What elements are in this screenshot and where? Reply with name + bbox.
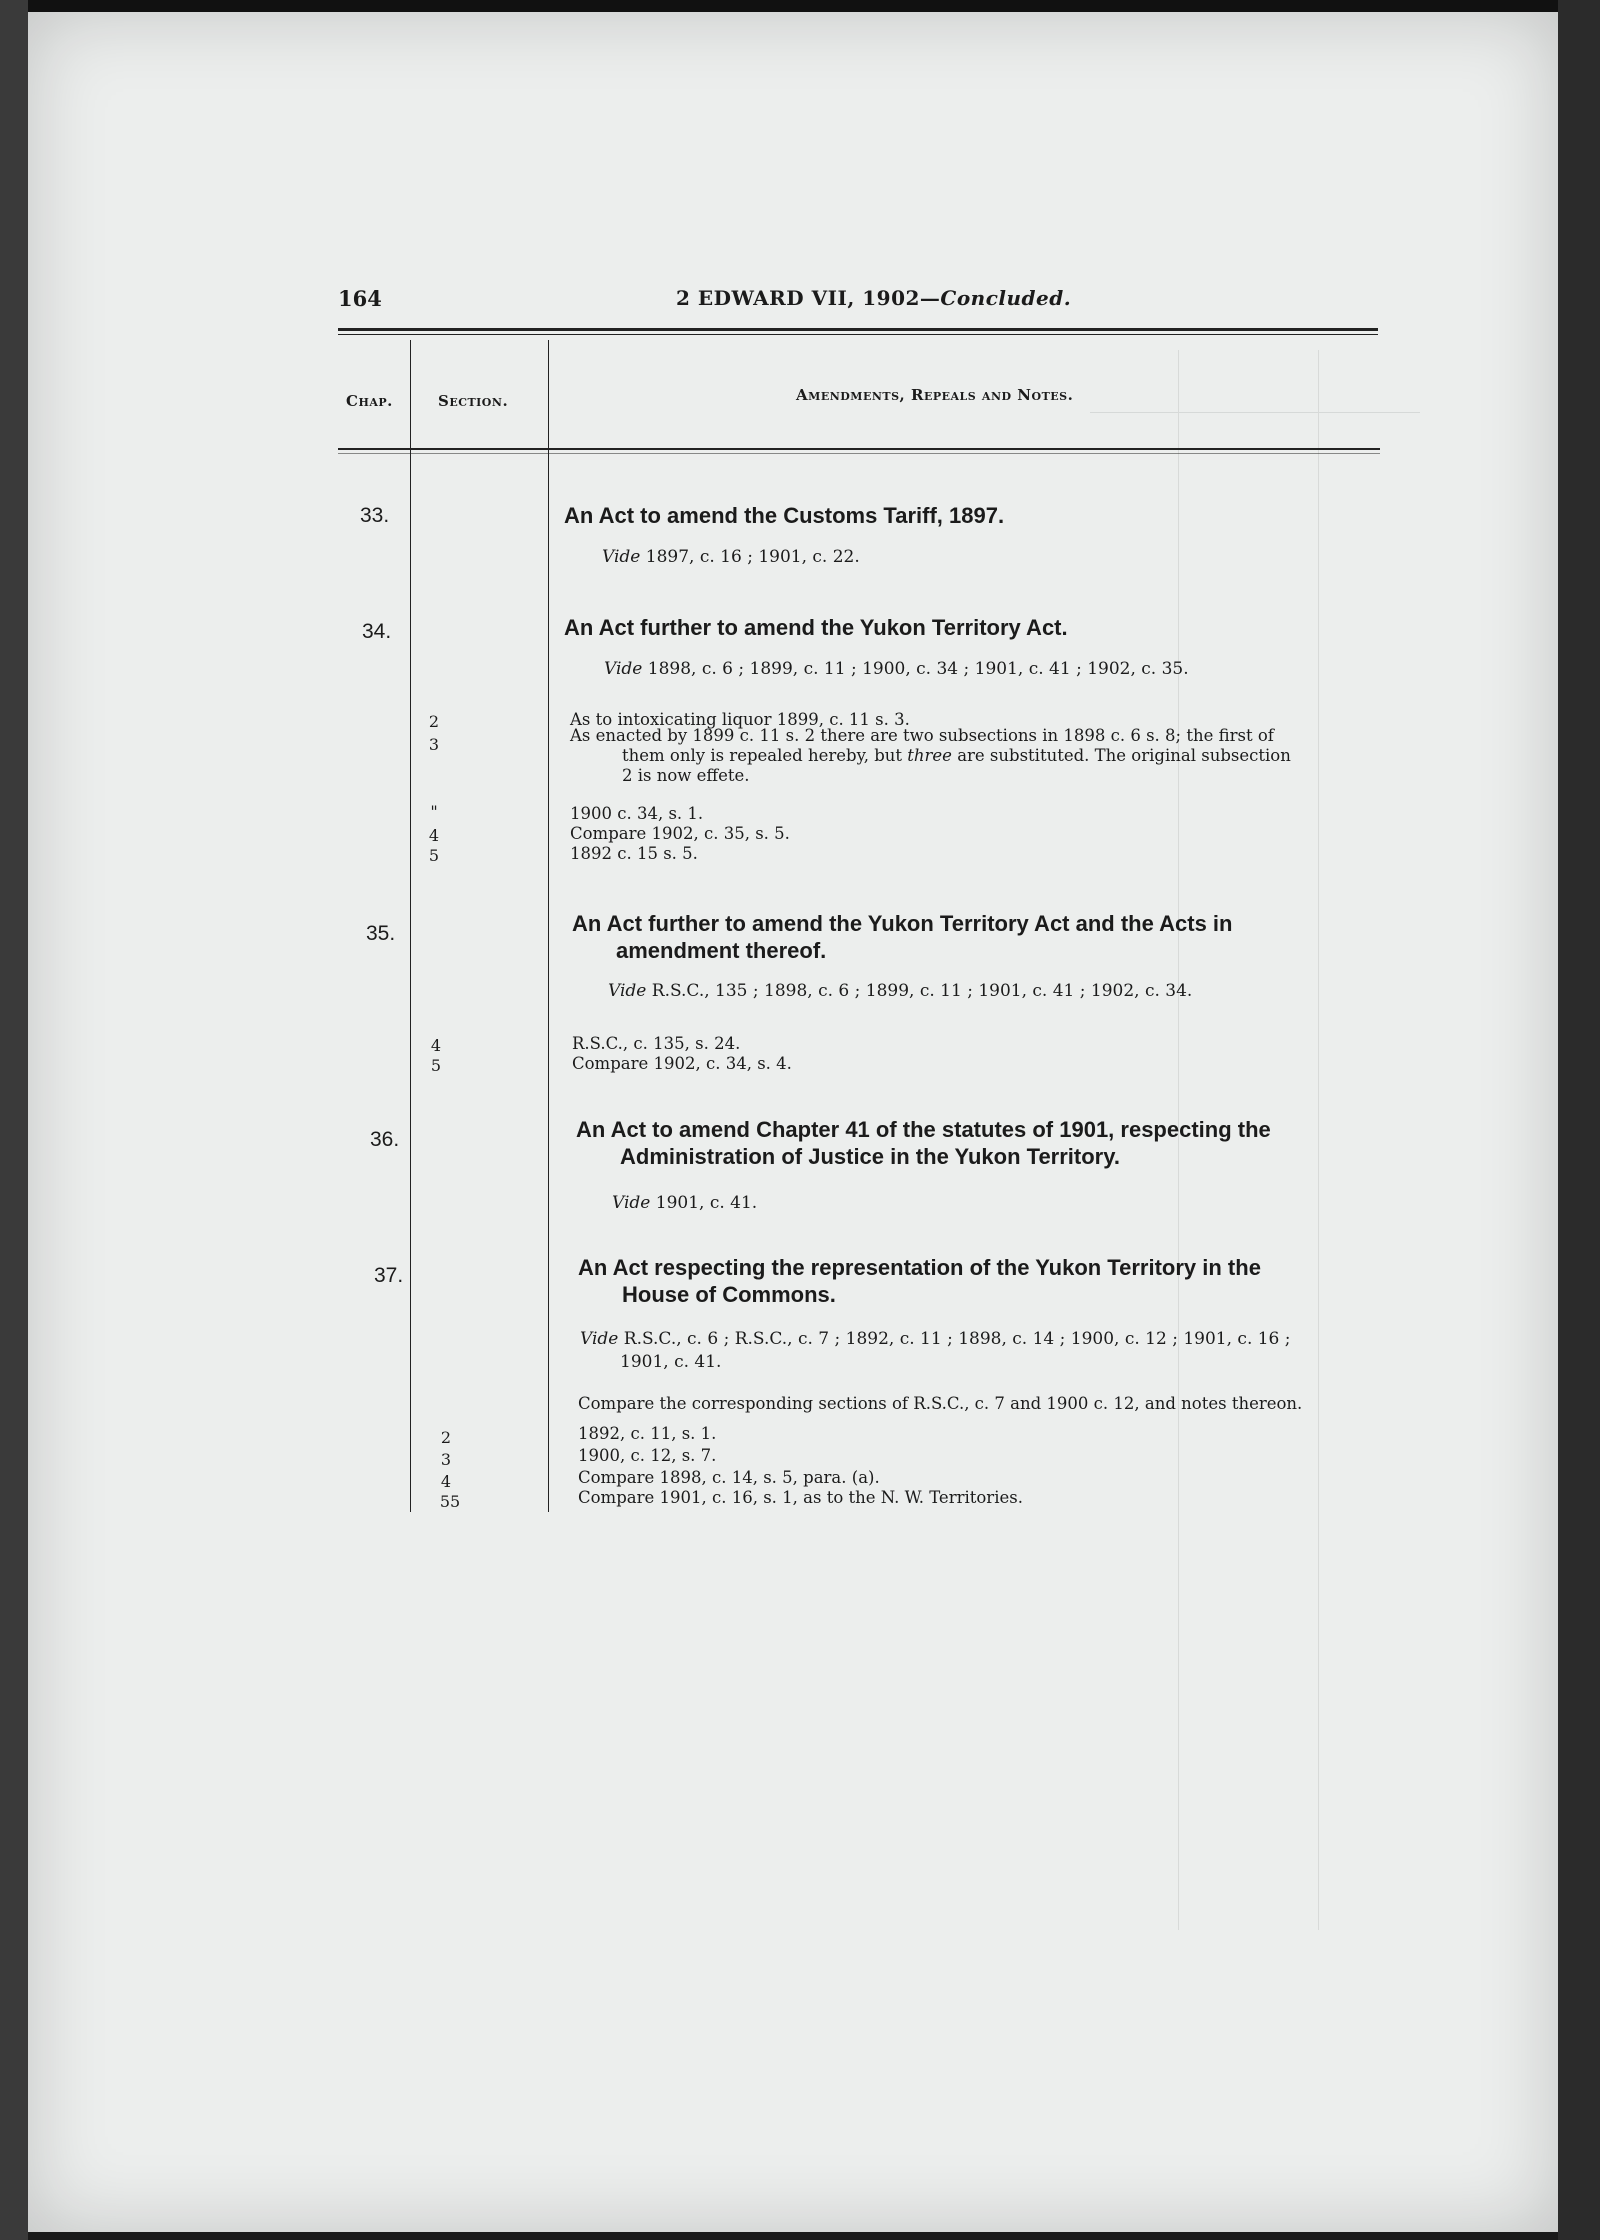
vide-word: Vide: [602, 547, 641, 567]
section-number: 2: [428, 712, 440, 731]
section-number: 3: [428, 735, 440, 754]
section-number: 55: [439, 1492, 461, 1511]
column-header-rule-thin: [338, 453, 1380, 454]
section-note-line: As enacted by 1899 c. 11 s. 2 there are two subsections in 1898 c. 6 s. 8; the first of: [570, 726, 1274, 745]
act-title-line: House of Commons.: [622, 1282, 836, 1307]
act-title-line: Administration of Justice in the Yukon Territory.: [620, 1144, 1120, 1169]
column-header-chap: Chap.: [346, 392, 393, 410]
vide-reference: [612, 1192, 757, 1215]
vide-text: 1897, c. 16 ; 1901, c. 22.: [645, 547, 860, 567]
bleed-through-shadow: [1090, 372, 1420, 413]
act-title-line: An Act to amend Chapter 41 of the statutes of 1901, respecting the: [576, 1117, 1271, 1142]
act-title: [564, 502, 1004, 529]
section-note: Compare 1902, c. 34, s. 4.: [572, 1054, 792, 1073]
section-note: As to intoxicating liquor 1899, c. 11 s. 3.: [570, 710, 910, 729]
page-number: 164: [338, 286, 382, 311]
running-head: [676, 286, 1071, 310]
section-number: 5: [428, 846, 440, 865]
act-title-line: An Act respecting the representation of the Yukon Territory in the: [578, 1255, 1261, 1280]
section-note-line: 2 is now effete.: [622, 766, 750, 785]
vide-reference: [604, 658, 1189, 681]
section-note-emphasis: three: [907, 746, 952, 765]
vide-text: 1901, c. 41.: [655, 1193, 758, 1213]
section-note: R.S.C., c. 135, s. 24.: [572, 1034, 741, 1053]
section-number: 4: [430, 1036, 442, 1055]
vide-reference: [580, 1328, 1400, 1374]
running-head-italic: Concluded.: [940, 286, 1072, 310]
section-note: 1892 c. 15 s. 5.: [570, 844, 698, 863]
section-ditto-mark: ": [430, 802, 438, 821]
vide-word: Vide: [604, 659, 643, 679]
vide-word: Vide: [608, 981, 647, 1001]
vide-word: Vide: [580, 1329, 619, 1349]
section-number: 3: [440, 1450, 452, 1469]
header-rule-top: [338, 328, 1378, 331]
act-title: [564, 614, 1068, 641]
act-title: [578, 1254, 1398, 1308]
act-title: [572, 910, 1392, 964]
act-title-line: An Act to amend the Customs Tariff, 1897.: [564, 503, 1005, 528]
section-note: 1892, c. 11, s. 1.: [578, 1424, 717, 1443]
section-number: 2: [440, 1428, 452, 1447]
column-header-rule: [338, 448, 1380, 450]
chapter-number: 34.: [362, 620, 392, 643]
section-number: 5: [430, 1056, 442, 1075]
vide-reference: [608, 980, 1192, 1003]
running-head-text: 2 EDWARD VII, 1902—: [676, 286, 941, 310]
act-title-line: An Act further to amend the Yukon Territory Act and the Acts in: [572, 911, 1233, 936]
vide-word: Vide: [612, 1193, 651, 1213]
section-note: [570, 726, 1390, 786]
act-title-line: amendment thereof.: [616, 938, 827, 963]
compare-note: Compare the corresponding sections of R.S.C., c. 7 and 1900 c. 12, and notes thereon.: [578, 1394, 1303, 1413]
section-number: 4: [428, 826, 440, 845]
section-note-fragment: them only is repealed hereby, but: [622, 746, 908, 765]
vide-text: R.S.C., c. 6 ; R.S.C., c. 7 ; 1892, c. 11 ; 1898, c. 14 ; 1900, c. 12 ; 1901, c. 16 ;: [623, 1329, 1291, 1349]
chapter-number: 36.: [370, 1128, 400, 1151]
chapter-number: 37.: [374, 1264, 404, 1287]
section-note: Compare 1902, c. 35, s. 5.: [570, 824, 790, 843]
header-rule-bottom: [338, 334, 1378, 335]
act-title: [576, 1116, 1396, 1170]
vide-reference: [602, 546, 860, 569]
column-header-notes: Amendments, Repeals and Notes.: [796, 386, 1074, 404]
section-note-line: [570, 746, 1390, 766]
section-note: Compare 1901, c. 16, s. 1, as to the N. W. Territories.: [578, 1488, 1023, 1507]
chapter-number: 35.: [366, 922, 396, 945]
column-rule-section-notes: [548, 340, 549, 1512]
vide-text: 1898, c. 6 ; 1899, c. 11 ; 1900, c. 34 ; 1901, c. 41 ; 1902, c. 35.: [647, 659, 1189, 679]
chapter-number: 33.: [360, 504, 390, 527]
section-note: Compare 1898, c. 14, s. 5, para. (a).: [578, 1468, 880, 1487]
vide-text-line: 1901, c. 41.: [620, 1352, 722, 1372]
column-rule-chap-section: [410, 340, 411, 1512]
act-title-line: An Act further to amend the Yukon Territory Act.: [564, 615, 1068, 640]
section-number: 4: [440, 1472, 452, 1491]
section-note: 1900 c. 34, s. 1.: [570, 804, 704, 823]
section-note-fragment: are substituted. The original subsection: [951, 746, 1291, 765]
section-note: 1900, c. 12, s. 7.: [578, 1446, 717, 1465]
vide-text: R.S.C., 135 ; 1898, c. 6 ; 1899, c. 11 ; 1901, c. 41 ; 1902, c. 34.: [651, 981, 1193, 1001]
column-header-section: Section.: [438, 392, 509, 410]
